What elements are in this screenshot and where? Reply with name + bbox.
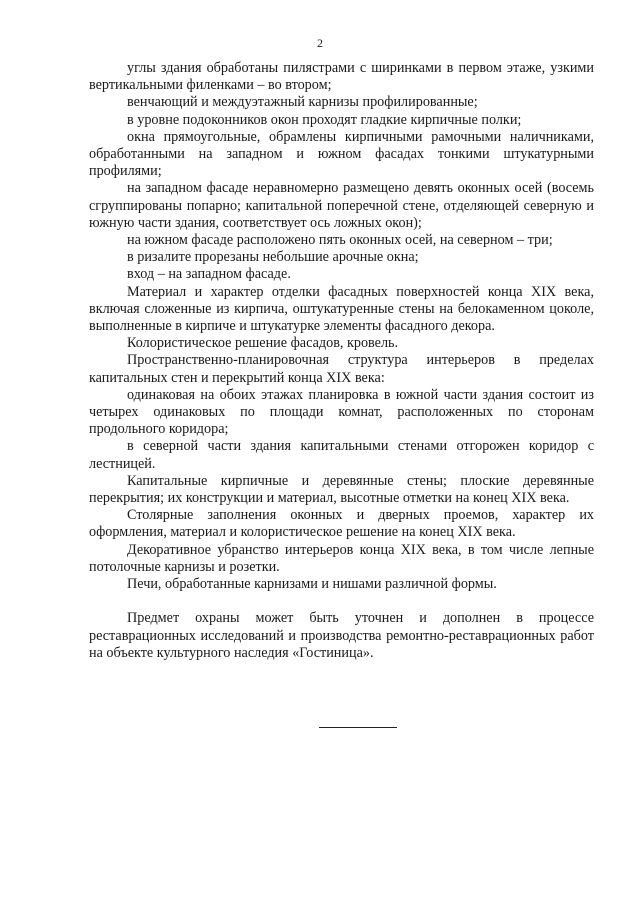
paragraph: Декоративное убранство интерьеров конца XIX века, в том числе лепные потолочные карнизы и розетки. xyxy=(89,541,594,575)
paragraph: на южном фасаде расположено пять оконных осей, на северном – три; xyxy=(127,232,553,249)
paragraph: Печи, обработанные карнизами и нишами различной формы. xyxy=(127,576,497,593)
paragraph: венчающий и междуэтажный карнизы профилированные; xyxy=(127,94,478,111)
paragraph: Материал и характер отделки фасадных поверхностей конца XIX века, включая сложенные из кирпича, оштукатуренные стены на белокаменном цоколе, выполненные в кирпиче и штукатурке элементы фасадного декора. xyxy=(89,283,594,335)
paragraph: одинаковая на обоих этажах планировка в южной части здания состоит из четырех одинаковых по площади комнат, расположенных по сторонам продольного коридора; xyxy=(89,386,594,438)
paragraph: Пространственно-планировочная структура интерьеров в пределах капитальных стен и перекрытий конца XIX века: xyxy=(89,352,594,386)
paragraph: углы здания обработаны пилястрами с ширинками в первом этаже, узкими вертикальными филенками – во втором; xyxy=(89,60,594,94)
paragraph: в северной части здания капитальными стенами отгорожен коридор с лестницей. xyxy=(89,438,594,472)
paragraph: окна прямоугольные, обрамлены кирпичными рамочными наличниками, обработанными на западном и южном фасадах тонкими штукатурными профилями; xyxy=(89,128,594,180)
closing-divider xyxy=(319,727,397,728)
paragraph: в ризалите прорезаны небольшие арочные окна; xyxy=(127,249,419,266)
paragraph: вход – на западном фасаде. xyxy=(127,266,291,283)
paragraph: Капитальные кирпичные и деревянные стены; плоские деревянные перекрытия; их конструкции и материал, высотные отметки на конец XIX века. xyxy=(89,472,594,507)
paragraph: Столярные заполнения оконных и дверных проемов, характер их оформления, материал и колористическое решение на конец XIX века. xyxy=(89,507,594,541)
paragraph: в уровне подоконников окон проходят гладкие кирпичные полки; xyxy=(127,111,522,128)
closing-paragraph: Предмет охраны может быть уточнен и дополнен в процессе реставрационных исследований и производства ремонтно-реставрационных работ на объекте культурного наследия «Гостиница». xyxy=(89,610,594,661)
page-number: 2 xyxy=(317,36,323,50)
document-body xyxy=(89,60,594,662)
paragraph: Колористическое решение фасадов, кровель. xyxy=(127,335,399,352)
paragraph: на западном фасаде неравномерно размещено девять оконных осей (восемь сгруппированы попарно; капитальной поперечной стене, отделяющей северную и южную части здания, соответствует ось ложных окон); xyxy=(89,180,594,231)
